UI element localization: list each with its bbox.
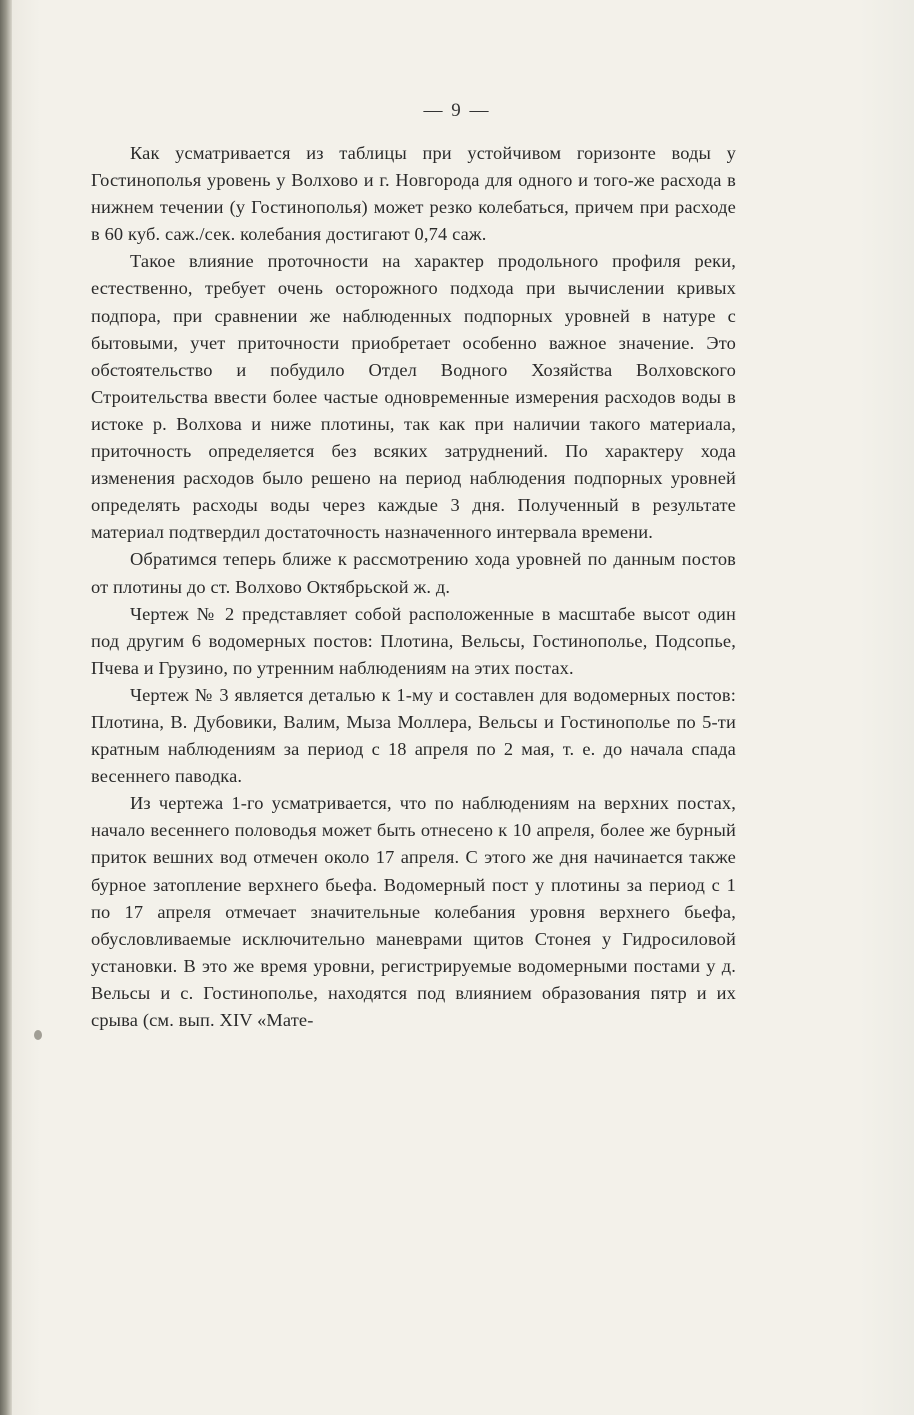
page-number: — 9 — — [423, 100, 491, 121]
body-text — [91, 140, 736, 1034]
book-spine-edge — [0, 0, 12, 1415]
paragraph-6: Из чертежа 1-го усматривается, что по наблюдениям на верхних постах, начало весеннего половодья может быть отнесено к 10 апреля, более же бурный приток вешних вод отмечен около 17 апреля. С этого же дня начинается также бурное затопление верхнего бьефа. Водомерный пост у плотины за период с 1 по 17 апреля отмечает значительные колебания уровня верхнего бьефа, обусловливаемые исключительно маневрами щитов Стонея у Гидросиловой установки. В это же время уровни, регистрируемые водомерными постами у д. Вельсы и с. Гостинополье, находятся под влиянием образования пятр и их срыва (см. вып. XIV «Мате- — [91, 793, 736, 1030]
paragraph-1: Как усматривается из таблицы при устойчивом горизонте воды у Гостинополья уровень у Волхово и г. Новгорода для одного и того-же расхода в нижнем течении (у Гостинополья) может резко колебаться, причем при расходе в 60 куб. саж./сек. колебания достигают 0,74 саж. — [91, 143, 736, 245]
paragraph-3: Обратимся теперь ближе к рассмотрению хода уровней по данным постов от плотины до ст. Волхово Октябрьской ж. д. — [91, 549, 736, 597]
paragraph-4: Чертеж № 2 представляет собой расположенные в масштабе высот один под другим 6 водомерных постов: Плотина, Вельсы, Гостинополье, Подсопье, Пчева и Грузино, по утренним наблюдениям на этих постах. — [91, 603, 736, 678]
paragraph-2: Такое влияние проточности на характер продольного профиля реки, естественно, требует очень осторожного подхода при вычислении кривых подпора, при сравнении же наблюденных подпорных уровней в натуре с бытовыми, учет приточности приобретает особенно важное значение. Это обстоятельство и побудило Отдел Водного Хозяйства Волховского Строительства ввести более частые одновременные измерения расходов воды в истоке р. Волхова и ниже плотины, так как при наличии такого материала, приточность определяется без всяких затруднений. По характеру хода изменения расходов было решено на период наблюдения подпорных уровней определять расходы воды через каждые 3 дня. Полученный в результате материал подтвердил достаточность назначенного интервала времени. — [91, 251, 736, 543]
paragraph-5: Чертеж № 3 является деталью к 1-му и составлен для водомерных постов: Плотина, В. Дубовики, Валим, Мыза Моллера, Вельсы и Гостинополье по 5-ти кратным наблюдениям за период с 18 апреля по 2 мая, т. е. до начала спада весеннего паводка. — [91, 684, 736, 787]
paper-blemish — [34, 1030, 42, 1040]
